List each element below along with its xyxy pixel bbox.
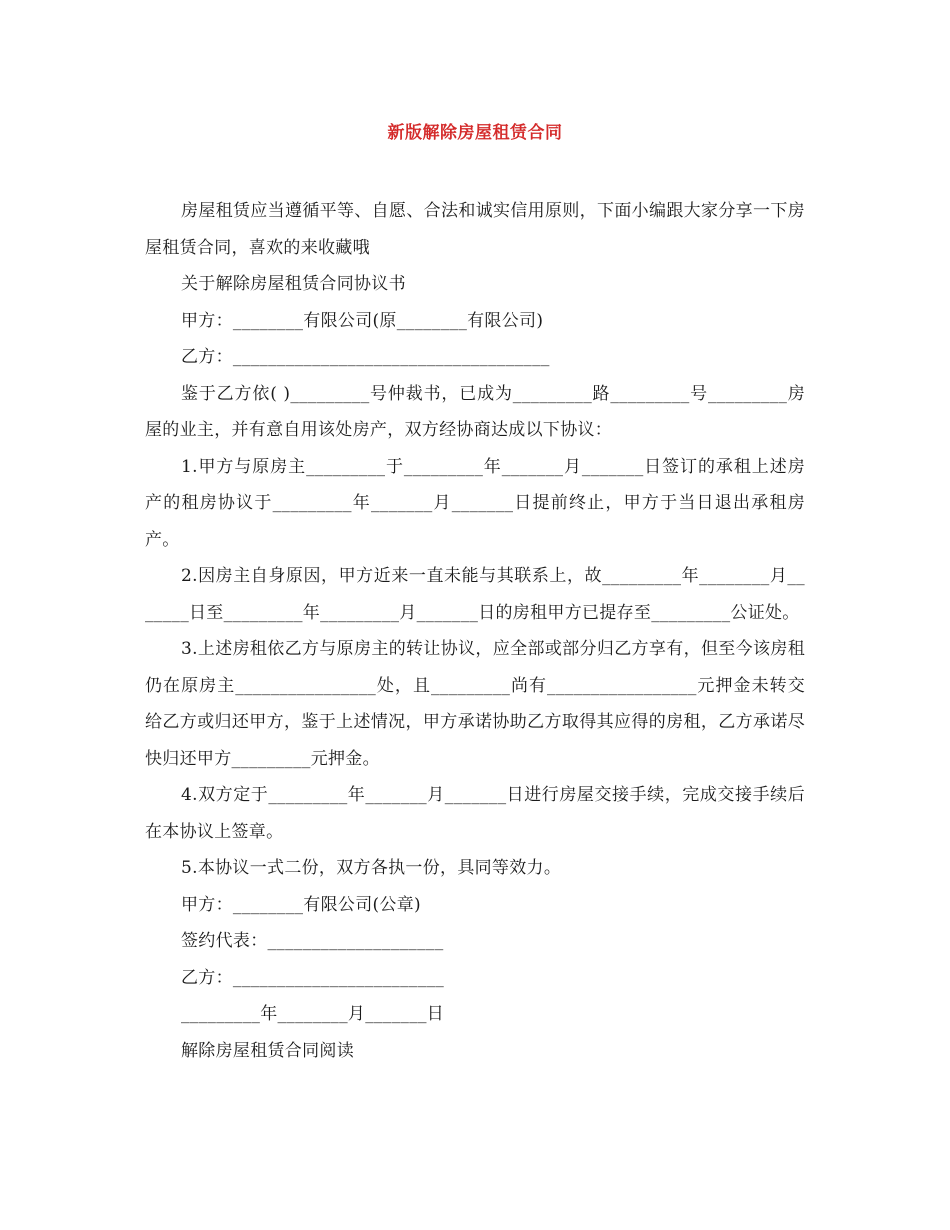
agreement-heading: 关于解除房屋租赁合同协议书 <box>181 274 406 294</box>
signature-date: _________年________月_______日 <box>181 1004 445 1024</box>
clause-1: 1.甲方与原房主_________于_________年_______月_______日签订的承租上述房产的租房协议于_________年_______月_______日提前终止，甲方于当日退出承租房产。 <box>145 456 805 550</box>
reading-heading: 解除房屋租赁合同阅读 <box>181 1040 354 1061</box>
signature-party-b: 乙方：________________________ <box>181 967 445 988</box>
preamble-paragraph: 鉴于乙方依( )_________号仲裁书，已成为_________路_________号_________房屋的业主，并有意自用该处房产，双方经协商达成以下协议： <box>145 383 805 440</box>
party-b-line: 乙方：____________________________________ <box>181 347 550 367</box>
intro-paragraph: 房屋租赁应当遵循平等、自愿、合法和诚实信用原则，下面小编跟大家分享一下房屋租赁合同，喜欢的来收藏哦 <box>145 201 805 258</box>
signature-party-a: 甲方：________有限公司(公章) <box>181 894 421 915</box>
clause-2: 2.因房主自身原因，甲方近来一直未能与其联系上，故_________年________月_______日至_________年_________月_______日的房租甲方已提存至_________公证处。 <box>145 566 805 623</box>
clause-5: 5.本协议一式二份，双方各执一份，具同等效力。 <box>181 858 562 878</box>
party-a-line: 甲方：________有限公司(原________有限公司) <box>181 310 544 331</box>
signature-representative: 签约代表：____________________ <box>181 931 444 951</box>
clause-3: 3.上述房租依乙方与原房主的转让协议，应全部或部分归乙方享有，但至今该房租仍在原房主________________处，且_________尚有_________________元押金未转交给乙方或归还甲方，鉴于上述情况，甲方承诺协助乙方取得其应得的房租，乙方承诺尽快归还甲方_________元押金。 <box>145 639 805 769</box>
clause-4: 4.双方定于_________年_______月_______日进行房屋交接手续，完成交接手续后在本协议上签章。 <box>145 785 805 842</box>
document-page <box>145 118 805 1069</box>
document-title: 新版解除房屋租赁合同 <box>387 123 563 143</box>
